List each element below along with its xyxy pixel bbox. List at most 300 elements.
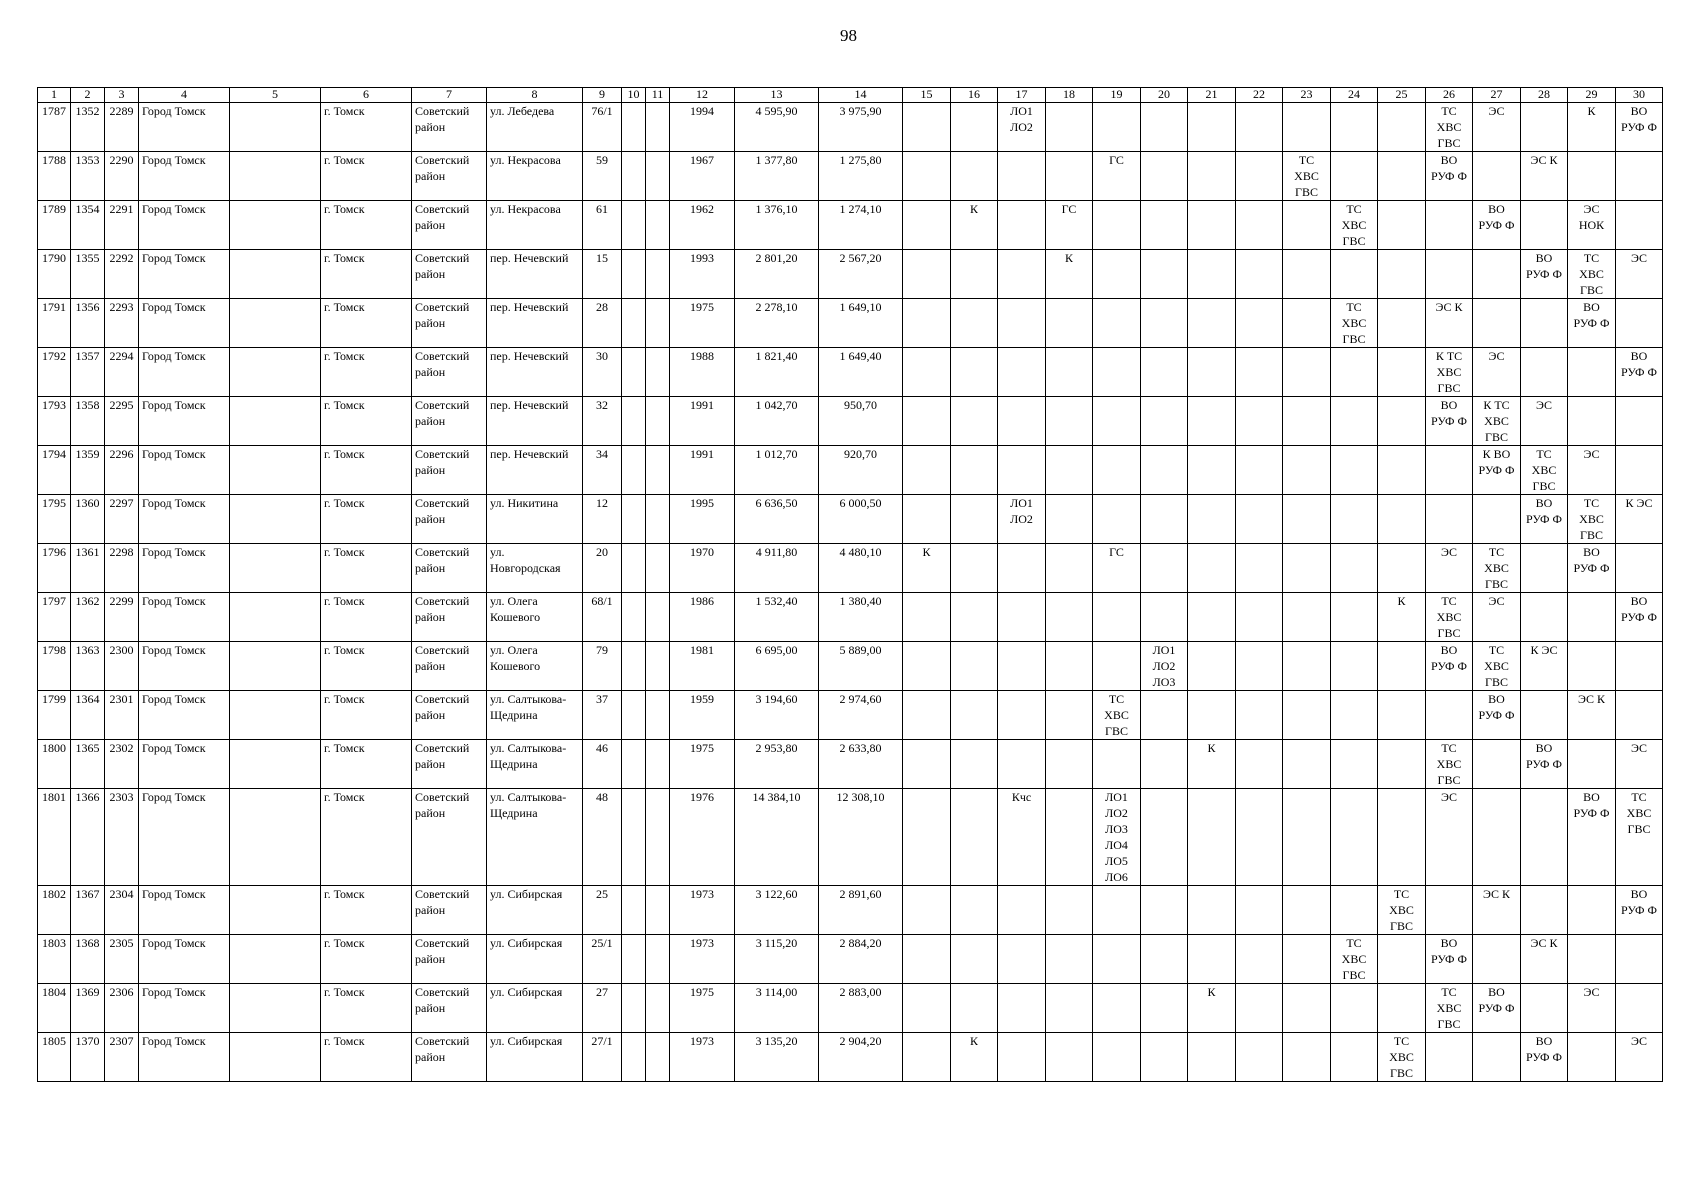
table-cell-col-16 [951, 740, 998, 789]
table-cell-col-24: ТС ХВС ГВС [1331, 299, 1378, 348]
table-row [38, 886, 1663, 935]
table-cell-col-11 [646, 299, 670, 348]
table-cell-col-14: 2 974,60 [819, 691, 903, 740]
table-row [38, 495, 1663, 544]
table-cell-col-21 [1188, 348, 1236, 397]
table-cell-col-15 [903, 250, 951, 299]
table-cell-col-12: 1981 [670, 642, 735, 691]
table-cell-col-24 [1331, 348, 1378, 397]
table-cell-col-3: 2305 [105, 935, 139, 984]
table-cell-col-2: 1360 [71, 495, 105, 544]
table-cell-col-22 [1236, 935, 1283, 984]
table-cell-col-29: К [1568, 103, 1616, 152]
table-cell-col-3: 2289 [105, 103, 139, 152]
table-cell-col-4: Город Томск [139, 348, 230, 397]
table-cell-col-29 [1568, 642, 1616, 691]
table-cell-col-30 [1616, 691, 1663, 740]
table-cell-col-2: 1366 [71, 789, 105, 886]
table-cell-col-1: 1797 [38, 593, 71, 642]
table-cell-col-26: ЭС [1426, 789, 1473, 886]
table-cell-col-20 [1141, 935, 1188, 984]
table-cell-col-30 [1616, 544, 1663, 593]
table-cell-col-22 [1236, 642, 1283, 691]
table-cell-col-25 [1378, 201, 1426, 250]
table-cell-col-26 [1426, 250, 1473, 299]
table-cell-col-25 [1378, 152, 1426, 201]
table-cell-col-28 [1521, 103, 1568, 152]
table-cell-col-12: 1959 [670, 691, 735, 740]
table-cell-col-18: ГС [1046, 201, 1093, 250]
table-cell-col-12: 1970 [670, 544, 735, 593]
table-cell-col-7: Советский район [412, 348, 487, 397]
table-cell-col-11 [646, 1033, 670, 1082]
table-cell-col-10 [622, 740, 646, 789]
table-cell-col-18 [1046, 299, 1093, 348]
table-cell-col-6: г. Томск [321, 1033, 412, 1082]
table-cell-col-20 [1141, 299, 1188, 348]
table-cell-col-2: 1355 [71, 250, 105, 299]
table-cell-col-20 [1141, 984, 1188, 1033]
table-cell-col-29 [1568, 348, 1616, 397]
table-cell-col-11 [646, 740, 670, 789]
table-cell-col-23 [1283, 740, 1331, 789]
table-cell-col-4: Город Томск [139, 593, 230, 642]
table-cell-col-6: г. Томск [321, 103, 412, 152]
table-cell-col-26 [1426, 886, 1473, 935]
table-cell-col-30 [1616, 152, 1663, 201]
table-cell-col-22 [1236, 348, 1283, 397]
column-number-5: 5 [230, 88, 321, 103]
table-cell-col-28 [1521, 593, 1568, 642]
table-cell-col-25 [1378, 789, 1426, 886]
table-row [38, 152, 1663, 201]
table-cell-col-6: г. Томск [321, 544, 412, 593]
table-cell-col-8: пер. Нечевский [487, 250, 583, 299]
table-cell-col-2: 1357 [71, 348, 105, 397]
table-cell-col-17: Кчс [998, 789, 1046, 886]
table-cell-col-2: 1363 [71, 642, 105, 691]
table-cell-col-1: 1791 [38, 299, 71, 348]
table-cell-col-2: 1359 [71, 446, 105, 495]
table-cell-col-6: г. Томск [321, 397, 412, 446]
table-cell-col-28: ВО РУФ Ф [1521, 1033, 1568, 1082]
table-cell-col-2: 1354 [71, 201, 105, 250]
table-cell-col-14: 1 274,10 [819, 201, 903, 250]
table-cell-col-30 [1616, 446, 1663, 495]
table-cell-col-11 [646, 201, 670, 250]
column-number-28: 28 [1521, 88, 1568, 103]
table-cell-col-24: ТС ХВС ГВС [1331, 935, 1378, 984]
table-cell-col-14: 2 904,20 [819, 1033, 903, 1082]
table-cell-col-17 [998, 299, 1046, 348]
table-cell-col-16 [951, 348, 998, 397]
column-number-2: 2 [71, 88, 105, 103]
table-cell-col-1: 1795 [38, 495, 71, 544]
table-cell-col-8: ул. Новгородская [487, 544, 583, 593]
column-number-29: 29 [1568, 88, 1616, 103]
column-number-24: 24 [1331, 88, 1378, 103]
table-cell-col-17 [998, 593, 1046, 642]
table-cell-col-3: 2299 [105, 593, 139, 642]
table-cell-col-18 [1046, 886, 1093, 935]
table-cell-col-19 [1093, 201, 1141, 250]
table-cell-col-5 [230, 446, 321, 495]
table-cell-col-18 [1046, 593, 1093, 642]
table-cell-col-28 [1521, 691, 1568, 740]
table-cell-col-4: Город Томск [139, 740, 230, 789]
table-cell-col-4: Город Томск [139, 691, 230, 740]
table-cell-col-22 [1236, 984, 1283, 1033]
table-cell-col-23: ТС ХВС ГВС [1283, 152, 1331, 201]
table-cell-col-6: г. Томск [321, 642, 412, 691]
table-cell-col-26: ЭС [1426, 544, 1473, 593]
table-cell-col-21 [1188, 886, 1236, 935]
table-cell-col-13: 1 377,80 [735, 152, 819, 201]
table-cell-col-24 [1331, 152, 1378, 201]
table-cell-col-14: 2 884,20 [819, 935, 903, 984]
table-cell-col-2: 1369 [71, 984, 105, 1033]
table-cell-col-3: 2291 [105, 201, 139, 250]
table-cell-col-6: г. Томск [321, 691, 412, 740]
table-cell-col-7: Советский район [412, 691, 487, 740]
table-cell-col-23 [1283, 984, 1331, 1033]
table-cell-col-7: Советский район [412, 201, 487, 250]
table-cell-col-19 [1093, 935, 1141, 984]
table-cell-col-25 [1378, 397, 1426, 446]
table-cell-col-6: г. Томск [321, 299, 412, 348]
table-cell-col-23 [1283, 593, 1331, 642]
table-cell-col-4: Город Томск [139, 789, 230, 886]
table-cell-col-16 [951, 935, 998, 984]
table-cell-col-15: К [903, 544, 951, 593]
table-cell-col-13: 1 042,70 [735, 397, 819, 446]
table-cell-col-29 [1568, 1033, 1616, 1082]
table-cell-col-14: 2 633,80 [819, 740, 903, 789]
table-cell-col-27 [1473, 935, 1521, 984]
table-cell-col-13: 3 194,60 [735, 691, 819, 740]
table-cell-col-19 [1093, 740, 1141, 789]
table-cell-col-20 [1141, 740, 1188, 789]
table-cell-col-4: Город Томск [139, 935, 230, 984]
table-cell-col-11 [646, 691, 670, 740]
table-cell-col-3: 2292 [105, 250, 139, 299]
table-cell-col-27: ВО РУФ Ф [1473, 691, 1521, 740]
table-cell-col-1: 1790 [38, 250, 71, 299]
table-row [38, 642, 1663, 691]
table-cell-col-29: ЭС К [1568, 691, 1616, 740]
table-cell-col-30 [1616, 299, 1663, 348]
table-cell-col-2: 1370 [71, 1033, 105, 1082]
table-cell-col-9: 76/1 [583, 103, 622, 152]
table-cell-col-16: К [951, 1033, 998, 1082]
table-cell-col-26: ТС ХВС ГВС [1426, 103, 1473, 152]
table-cell-col-6: г. Томск [321, 593, 412, 642]
table-cell-col-17 [998, 1033, 1046, 1082]
table-cell-col-11 [646, 348, 670, 397]
table-cell-col-7: Советский район [412, 299, 487, 348]
table-cell-col-5 [230, 201, 321, 250]
table-cell-col-5 [230, 691, 321, 740]
table-cell-col-4: Город Томск [139, 446, 230, 495]
table-cell-col-30: ВО РУФ Ф [1616, 593, 1663, 642]
housing-register-table [37, 87, 1663, 1082]
table-cell-col-13: 6 636,50 [735, 495, 819, 544]
table-cell-col-30 [1616, 642, 1663, 691]
column-number-11: 11 [646, 88, 670, 103]
table-cell-col-5 [230, 544, 321, 593]
table-cell-col-28 [1521, 544, 1568, 593]
table-cell-col-24 [1331, 446, 1378, 495]
table-cell-col-9: 12 [583, 495, 622, 544]
table-cell-col-30: ЭС [1616, 740, 1663, 789]
table-cell-col-7: Советский район [412, 250, 487, 299]
table-cell-col-17 [998, 250, 1046, 299]
table-cell-col-25 [1378, 935, 1426, 984]
table-cell-col-27: ЭС [1473, 348, 1521, 397]
table-cell-col-20 [1141, 495, 1188, 544]
table-cell-col-10 [622, 446, 646, 495]
table-cell-col-7: Советский район [412, 740, 487, 789]
table-cell-col-18 [1046, 740, 1093, 789]
table-cell-col-2: 1356 [71, 299, 105, 348]
column-number-15: 15 [903, 88, 951, 103]
table-row [38, 935, 1663, 984]
column-number-9: 9 [583, 88, 622, 103]
table-cell-col-12: 1975 [670, 984, 735, 1033]
table-cell-col-27 [1473, 740, 1521, 789]
table-cell-col-10 [622, 544, 646, 593]
table-cell-col-16 [951, 446, 998, 495]
table-cell-col-17 [998, 397, 1046, 446]
table-row [38, 299, 1663, 348]
table-cell-col-17: ЛО1 ЛО2 [998, 103, 1046, 152]
table-cell-col-19 [1093, 397, 1141, 446]
table-cell-col-9: 28 [583, 299, 622, 348]
table-cell-col-21 [1188, 789, 1236, 886]
table-cell-col-4: Город Томск [139, 397, 230, 446]
table-cell-col-4: Город Томск [139, 103, 230, 152]
table-cell-col-20 [1141, 1033, 1188, 1082]
table-cell-col-27: ВО РУФ Ф [1473, 201, 1521, 250]
table-cell-col-14: 1 275,80 [819, 152, 903, 201]
table-cell-col-30 [1616, 935, 1663, 984]
table-cell-col-24 [1331, 397, 1378, 446]
table-cell-col-30: ТС ХВС ГВС [1616, 789, 1663, 886]
table-cell-col-30 [1616, 397, 1663, 446]
table-cell-col-8: ул. Олега Кошевого [487, 593, 583, 642]
table-cell-col-1: 1799 [38, 691, 71, 740]
table-cell-col-21 [1188, 201, 1236, 250]
column-number-7: 7 [412, 88, 487, 103]
table-cell-col-15 [903, 299, 951, 348]
table-cell-col-14: 5 889,00 [819, 642, 903, 691]
table-cell-col-30 [1616, 201, 1663, 250]
table-cell-col-21 [1188, 103, 1236, 152]
table-cell-col-7: Советский район [412, 984, 487, 1033]
table-cell-col-12: 1975 [670, 740, 735, 789]
table-cell-col-17 [998, 152, 1046, 201]
table-cell-col-8: ул. Сибирская [487, 1033, 583, 1082]
table-cell-col-7: Советский район [412, 152, 487, 201]
table-cell-col-8: пер. Нечевский [487, 446, 583, 495]
table-cell-col-28: ТС ХВС ГВС [1521, 446, 1568, 495]
table-cell-col-14: 950,70 [819, 397, 903, 446]
table-cell-col-8: ул. Сибирская [487, 935, 583, 984]
table-cell-col-15 [903, 152, 951, 201]
table-cell-col-7: Советский район [412, 886, 487, 935]
column-number-18: 18 [1046, 88, 1093, 103]
table-cell-col-25 [1378, 642, 1426, 691]
table-cell-col-26: ВО РУФ Ф [1426, 642, 1473, 691]
table-cell-col-22 [1236, 886, 1283, 935]
table-cell-col-25 [1378, 691, 1426, 740]
column-number-3: 3 [105, 88, 139, 103]
table-cell-col-21 [1188, 642, 1236, 691]
table-cell-col-24 [1331, 103, 1378, 152]
table-cell-col-25 [1378, 446, 1426, 495]
table-cell-col-18 [1046, 544, 1093, 593]
table-cell-col-20 [1141, 789, 1188, 886]
table-cell-col-23 [1283, 299, 1331, 348]
table-cell-col-9: 59 [583, 152, 622, 201]
table-cell-col-19: ГС [1093, 152, 1141, 201]
table-cell-col-16 [951, 544, 998, 593]
table-cell-col-21 [1188, 250, 1236, 299]
column-number-19: 19 [1093, 88, 1141, 103]
column-number-13: 13 [735, 88, 819, 103]
table-cell-col-18 [1046, 446, 1093, 495]
table-cell-col-21 [1188, 446, 1236, 495]
table-cell-col-9: 46 [583, 740, 622, 789]
table-cell-col-23 [1283, 446, 1331, 495]
table-cell-col-14: 2 891,60 [819, 886, 903, 935]
table-cell-col-25 [1378, 348, 1426, 397]
table-cell-col-11 [646, 446, 670, 495]
table-cell-col-8: ул. Лебедева [487, 103, 583, 152]
table-cell-col-13: 1 376,10 [735, 201, 819, 250]
table-cell-col-10 [622, 103, 646, 152]
table-cell-col-4: Город Томск [139, 495, 230, 544]
table-cell-col-16 [951, 691, 998, 740]
table-cell-col-1: 1796 [38, 544, 71, 593]
table-cell-col-23 [1283, 495, 1331, 544]
table-cell-col-10 [622, 250, 646, 299]
table-cell-col-23 [1283, 201, 1331, 250]
table-cell-col-27: ТС ХВС ГВС [1473, 642, 1521, 691]
table-row [38, 397, 1663, 446]
table-cell-col-19 [1093, 642, 1141, 691]
table-cell-col-5 [230, 299, 321, 348]
table-cell-col-22 [1236, 789, 1283, 886]
table-cell-col-29 [1568, 886, 1616, 935]
table-cell-col-6: г. Томск [321, 984, 412, 1033]
table-cell-col-12: 1973 [670, 935, 735, 984]
table-cell-col-13: 4 911,80 [735, 544, 819, 593]
table-cell-col-11 [646, 544, 670, 593]
table-cell-col-12: 1973 [670, 886, 735, 935]
table-cell-col-29 [1568, 935, 1616, 984]
table-cell-col-24: ТС ХВС ГВС [1331, 201, 1378, 250]
table-cell-col-29 [1568, 740, 1616, 789]
column-number-16: 16 [951, 88, 998, 103]
table-cell-col-1: 1788 [38, 152, 71, 201]
column-number-21: 21 [1188, 88, 1236, 103]
table-cell-col-13: 2 801,20 [735, 250, 819, 299]
column-number-23: 23 [1283, 88, 1331, 103]
table-cell-col-27 [1473, 1033, 1521, 1082]
table-cell-col-22 [1236, 103, 1283, 152]
table-cell-col-26: К ТС ХВС ГВС [1426, 348, 1473, 397]
table-cell-col-11 [646, 886, 670, 935]
table-cell-col-3: 2298 [105, 544, 139, 593]
column-number-4: 4 [139, 88, 230, 103]
table-cell-col-28: ЭС К [1521, 152, 1568, 201]
table-cell-col-9: 27/1 [583, 1033, 622, 1082]
table-cell-col-26: ВО РУФ Ф [1426, 935, 1473, 984]
page-number: 98 [840, 26, 857, 45]
table-cell-col-1: 1789 [38, 201, 71, 250]
table-cell-col-14: 2 883,00 [819, 984, 903, 1033]
table-cell-col-4: Город Томск [139, 544, 230, 593]
table-cell-col-16 [951, 984, 998, 1033]
table-cell-col-24 [1331, 642, 1378, 691]
table-cell-col-20 [1141, 446, 1188, 495]
table-cell-col-30: К ЭС [1616, 495, 1663, 544]
table-cell-col-28: ВО РУФ Ф [1521, 250, 1568, 299]
table-row [38, 250, 1663, 299]
table-cell-col-12: 1976 [670, 789, 735, 886]
table-cell-col-22 [1236, 397, 1283, 446]
table-cell-col-26: ТС ХВС ГВС [1426, 984, 1473, 1033]
table-cell-col-18 [1046, 984, 1093, 1033]
table-cell-col-5 [230, 642, 321, 691]
table-cell-col-22 [1236, 740, 1283, 789]
table-cell-col-3: 2296 [105, 446, 139, 495]
table-cell-col-6: г. Томск [321, 495, 412, 544]
table-cell-col-6: г. Томск [321, 789, 412, 886]
table-cell-col-10 [622, 152, 646, 201]
table-cell-col-8: ул. Олега Кошевого [487, 642, 583, 691]
table-cell-col-8: ул. Сибирская [487, 984, 583, 1033]
table-row [38, 103, 1663, 152]
table-cell-col-27: К ТС ХВС ГВС [1473, 397, 1521, 446]
table-cell-col-12: 1975 [670, 299, 735, 348]
table-cell-col-24 [1331, 250, 1378, 299]
table-cell-col-27: ТС ХВС ГВС [1473, 544, 1521, 593]
table-row [38, 691, 1663, 740]
table-cell-col-24 [1331, 789, 1378, 886]
table-cell-col-20 [1141, 250, 1188, 299]
table-row [38, 740, 1663, 789]
table-cell-col-28 [1521, 886, 1568, 935]
table-cell-col-6: г. Томск [321, 935, 412, 984]
table-cell-col-7: Советский район [412, 446, 487, 495]
table-cell-col-4: Город Томск [139, 152, 230, 201]
table-cell-col-14: 1 380,40 [819, 593, 903, 642]
table-cell-col-6: г. Томск [321, 152, 412, 201]
column-number-17: 17 [998, 88, 1046, 103]
table-cell-col-1: 1792 [38, 348, 71, 397]
table-cell-col-4: Город Томск [139, 886, 230, 935]
table-cell-col-21: К [1188, 740, 1236, 789]
table-cell-col-9: 25/1 [583, 935, 622, 984]
table-cell-col-5 [230, 495, 321, 544]
table-row [38, 201, 1663, 250]
table-cell-col-22 [1236, 152, 1283, 201]
table-cell-col-9: 30 [583, 348, 622, 397]
column-number-22: 22 [1236, 88, 1283, 103]
table-cell-col-1: 1798 [38, 642, 71, 691]
